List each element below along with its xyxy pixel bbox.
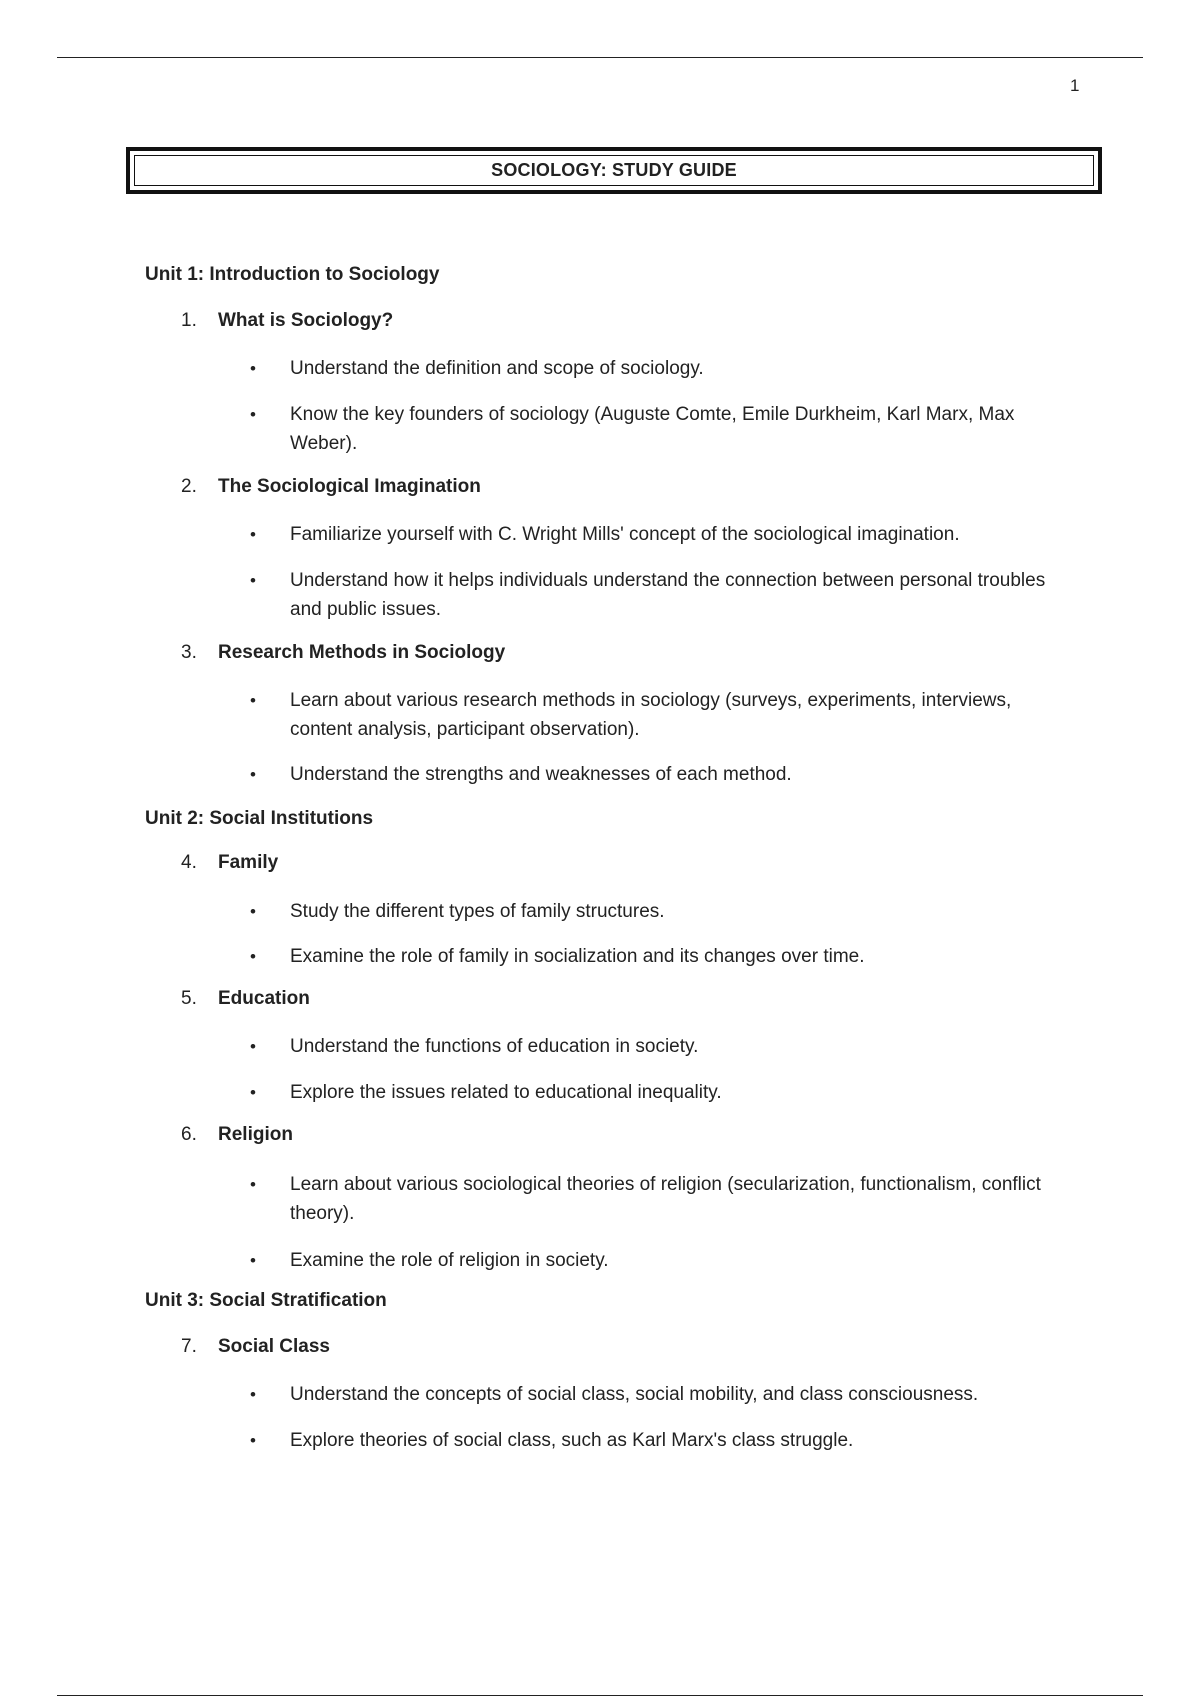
list-item-text: Know the key founders of sociology (Auguste Comte, Emile Durkheim, Karl Marx, Max Weber). bbox=[290, 404, 1015, 454]
bullet-icon: • bbox=[250, 1083, 256, 1102]
list-item-text: Examine the role of family in socialization and its changes over time. bbox=[290, 946, 865, 967]
bullet-icon: • bbox=[250, 1431, 256, 1450]
bullet-icon: • bbox=[250, 359, 256, 378]
bullet-icon: • bbox=[250, 1385, 256, 1404]
bullet-icon: • bbox=[250, 1175, 256, 1194]
section-number: 3. bbox=[181, 642, 197, 663]
header-rule bbox=[57, 57, 1143, 58]
list-item-text: Understand the concepts of social class, social mobility, and class consciousness. bbox=[290, 1384, 979, 1405]
section-number: 2. bbox=[181, 476, 197, 497]
document-title: SOCIOLOGY: STUDY GUIDE bbox=[491, 160, 737, 180]
list-item bbox=[250, 520, 1070, 549]
list-item bbox=[250, 897, 1070, 926]
section-number: 6. bbox=[181, 1124, 197, 1145]
list-item bbox=[250, 760, 1070, 789]
unit-heading: Unit 3: Social Stratification bbox=[145, 1290, 387, 1311]
section-title: Religion bbox=[218, 1124, 293, 1145]
list-item bbox=[250, 400, 1070, 458]
section-heading bbox=[181, 1336, 330, 1358]
list-item bbox=[250, 1380, 1070, 1409]
section-number: 7. bbox=[181, 1336, 197, 1357]
list-item bbox=[250, 1078, 1070, 1107]
list-item-text: Understand the functions of education in society. bbox=[290, 1036, 699, 1057]
bullet-icon: • bbox=[250, 1037, 256, 1056]
list-item bbox=[250, 354, 1070, 383]
list-item-text: Understand how it helps individuals understand the connection between personal troubles and public issues. bbox=[290, 570, 1046, 620]
list-item bbox=[250, 1246, 1070, 1275]
list-item bbox=[250, 1426, 1070, 1455]
section-number: 1. bbox=[181, 310, 197, 331]
section-heading bbox=[181, 852, 278, 874]
bullet-icon: • bbox=[250, 902, 256, 921]
bullet-icon: • bbox=[250, 405, 256, 424]
section-title: The Sociological Imagination bbox=[218, 476, 481, 497]
footer-rule bbox=[57, 1695, 1143, 1696]
list-item-text: Learn about various sociological theories of religion (secularization, functionalism, conflict theory). bbox=[290, 1174, 1041, 1224]
list-item bbox=[250, 942, 1070, 971]
section-heading bbox=[181, 476, 481, 498]
list-item-text: Explore theories of social class, such as Karl Marx's class struggle. bbox=[290, 1430, 854, 1451]
list-item-text: Understand the definition and scope of sociology. bbox=[290, 358, 704, 379]
list-item bbox=[250, 566, 1070, 624]
list-item-text: Familiarize yourself with C. Wright Mills' concept of the sociological imagination. bbox=[290, 524, 960, 545]
list-item-text: Learn about various research methods in sociology (surveys, experiments, interviews, content analysis, participant observation). bbox=[290, 690, 1012, 740]
section-heading bbox=[181, 310, 393, 332]
unit-heading: Unit 2: Social Institutions bbox=[145, 808, 374, 829]
section-title: What is Sociology? bbox=[218, 310, 394, 331]
section-number: 5. bbox=[181, 988, 197, 1009]
section-title: Research Methods in Sociology bbox=[218, 642, 506, 663]
page-number: 1 bbox=[1070, 76, 1080, 95]
bullet-icon: • bbox=[250, 947, 256, 966]
section-title: Family bbox=[218, 852, 279, 873]
unit-heading: Unit 1: Introduction to Sociology bbox=[145, 264, 440, 285]
title-box bbox=[126, 147, 1102, 194]
list-item-text: Explore the issues related to educational inequality. bbox=[290, 1082, 722, 1103]
section-heading bbox=[181, 988, 310, 1010]
section-title: Education bbox=[218, 988, 310, 1009]
title-box-inner bbox=[134, 155, 1094, 186]
section-title: Social Class bbox=[218, 1336, 330, 1357]
bullet-icon: • bbox=[250, 691, 256, 710]
list-item-text: Understand the strengths and weaknesses of each method. bbox=[290, 764, 792, 785]
list-item bbox=[250, 1032, 1070, 1061]
list-item bbox=[250, 1170, 1070, 1228]
section-heading bbox=[181, 642, 505, 664]
list-item-text: Study the different types of family structures. bbox=[290, 901, 665, 922]
list-item-text: Examine the role of religion in society. bbox=[290, 1250, 609, 1271]
bullet-icon: • bbox=[250, 1251, 256, 1270]
bullet-icon: • bbox=[250, 571, 256, 590]
list-item bbox=[250, 686, 1070, 744]
section-heading bbox=[181, 1124, 293, 1146]
bullet-icon: • bbox=[250, 765, 256, 784]
bullet-icon: • bbox=[250, 525, 256, 544]
section-number: 4. bbox=[181, 852, 197, 873]
